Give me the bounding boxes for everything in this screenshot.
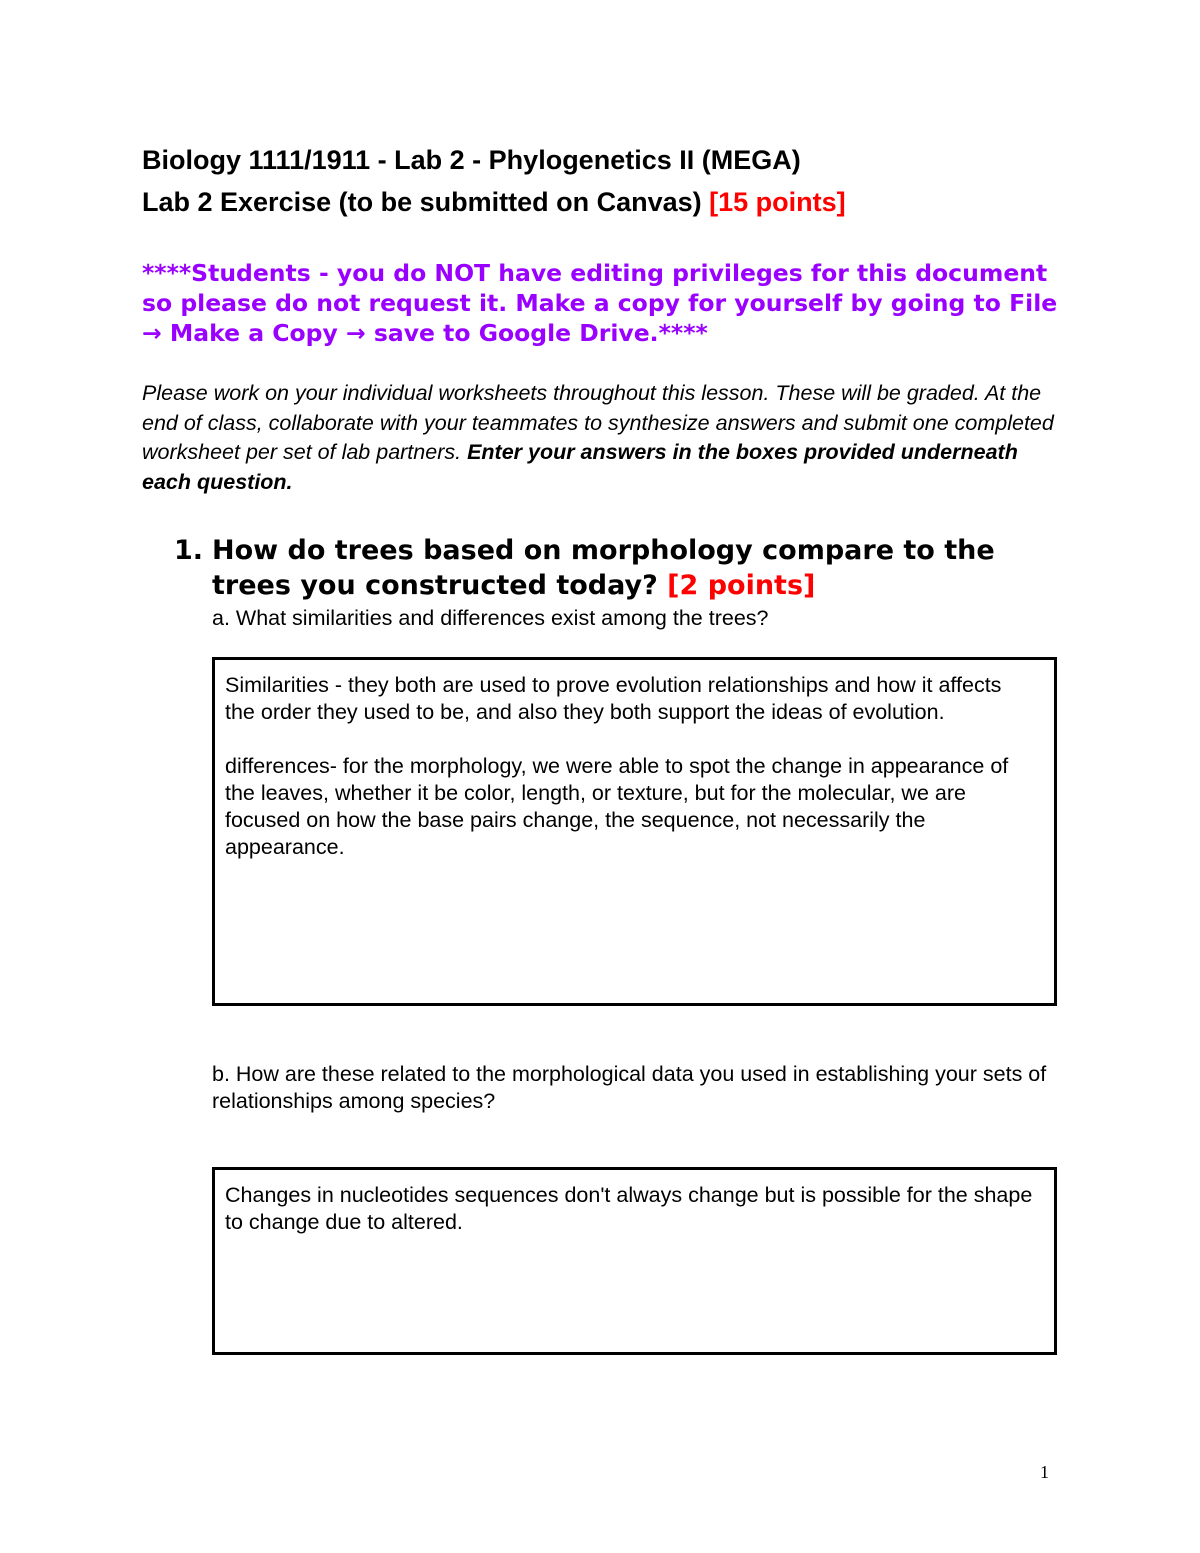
- question-1b-prompt: b. How are these related to the morphological data you used in establishing your sets of relationships among species?: [212, 1062, 1047, 1113]
- question-1-points: [2 points]: [667, 570, 816, 601]
- document-subtitle: [142, 186, 846, 218]
- document-title: Biology 1111/1911 - Lab 2 - Phylogenetics II (MEGA): [142, 145, 801, 175]
- question-1-number: 1.: [174, 535, 204, 566]
- editing-notice: ****Students - you do NOT have editing privileges for this document so please do not request it. Make a copy for yourself by going to File → Make a Copy → save to Google Drive.****: [142, 259, 1058, 347]
- subtitle-text: Lab 2 Exercise (to be submitted on Canvas): [142, 187, 710, 217]
- answer-1a-differences: differences- for the morphology, we were able to spot the change in appearance of the leaves, whether it be color, length, or texture, but for the molecular, we are focused on how the base pairs change, the sequence, not necessarily the appearance.: [225, 754, 1009, 859]
- question-1-heading: [212, 533, 1062, 603]
- answer-box-1b[interactable]: [212, 1167, 1057, 1355]
- question-1-text: How do trees based on morphology compare to the trees you constructed today?: [212, 535, 995, 601]
- instructions: [142, 379, 1062, 497]
- instructions-text: Please work on your individual worksheets throughout this lesson. These will be graded. At the end of class, collaborate with your teammates to synthesize answers and submit one completed worksheet per set of lab partners.: [142, 381, 1054, 464]
- answer-1a-similarities: Similarities - they both are used to prove evolution relationships and how it affects the order they used to be, and also they both support the ideas of evolution.: [225, 673, 1002, 724]
- answer-1b-text: Changes in nucleotides sequences don't always change but is possible for the shape to change due to altered.: [225, 1183, 1033, 1234]
- instructions-emphasis: Enter your answers in the boxes provided underneath each question.: [142, 440, 1018, 494]
- answer-box-1a[interactable]: [212, 657, 1057, 1006]
- page-number: 1: [1040, 1462, 1049, 1482]
- question-1a-prompt: a. What similarities and differences exist among the trees?: [212, 606, 769, 630]
- total-points: [15 points]: [709, 187, 846, 217]
